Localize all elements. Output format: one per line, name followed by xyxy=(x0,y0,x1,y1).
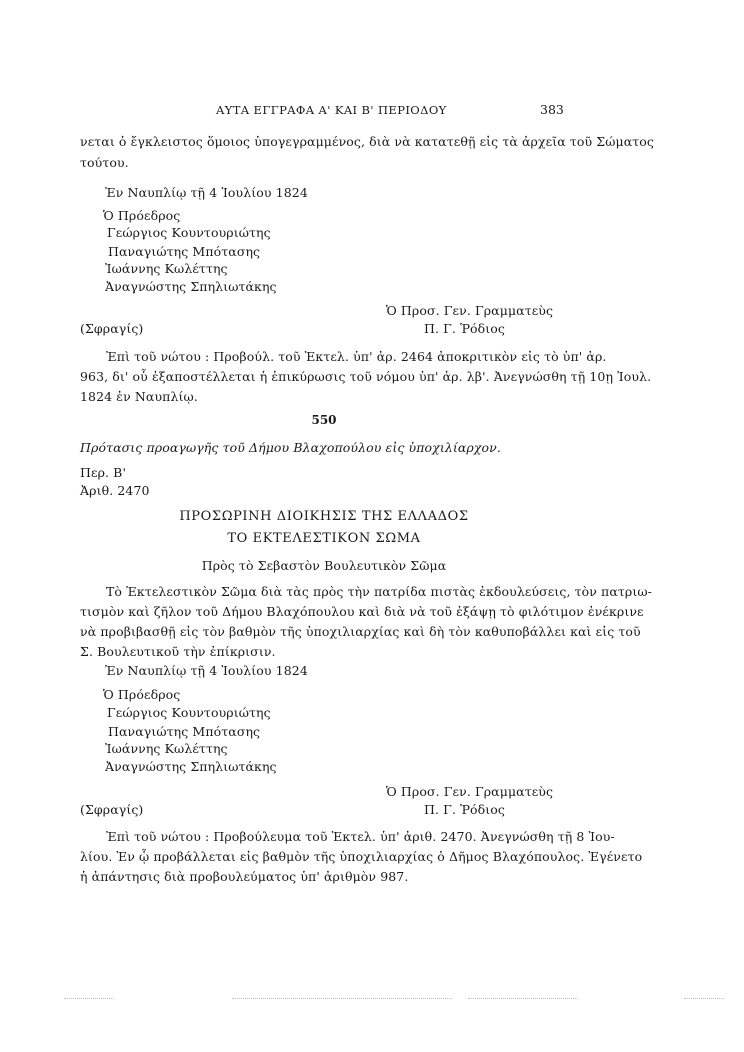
scan-artifact-line xyxy=(232,998,452,999)
signatory: Γεώργιος Κουντουριώτης xyxy=(107,705,271,720)
page-number: 383 xyxy=(540,102,564,117)
president-title: Ὁ Πρόεδρος xyxy=(103,687,181,702)
paragraph-line: Σ. Βουλευτικοῦ τὴν ἐπίκρισιν. xyxy=(80,644,276,659)
period-reference: Περ. Β' xyxy=(80,465,126,480)
arith-reference: Ἀριθ. 2470 xyxy=(80,483,150,498)
running-title: ΑΥΤΑ ΕΓΓΡΑΦΑ Α' ΚΑΙ Β' ΠΕΡΙΟΔΟΥ xyxy=(216,103,447,117)
signatory: Ἀναγνώστης Σπηλιωτάκης xyxy=(105,759,277,774)
secretary-title: Ὁ Προσ. Γεν. Γραμματεὺς xyxy=(386,784,554,799)
signatory: Γεώργιος Κουντουριώτης xyxy=(107,225,271,240)
seal-label: (Σφραγίς) xyxy=(80,321,144,336)
secretary-name: Π. Γ. Ῥόδιος xyxy=(424,802,506,817)
continuation-line: τούτου. xyxy=(80,155,129,170)
secretary-name: Π. Γ. Ῥόδιος xyxy=(424,321,506,336)
signatory: Ἰωάννης Κωλέττης xyxy=(105,261,228,276)
signatory: Παναγιώτης Μπότασης xyxy=(108,244,261,259)
signatory: Παναγιώτης Μπότασης xyxy=(108,724,261,739)
verso-note-line: Ἐπὶ τοῦ νώτου : Προβούλευμα τοῦ Ἐκτελ. ὑπ' ἀριθ. 2470. Ἀνεγνώσθη τῇ 8 Ἰου- xyxy=(106,829,615,844)
body-title: ΤΟ ΕΚΤΕΛΕΣΤΙΚΟΝ ΣΩΜΑ xyxy=(227,531,421,546)
seal-label: (Σφραγίς) xyxy=(80,802,144,817)
verso-note-line: ἡ ἀπάντησις διὰ προβουλεύματος ὑπ' ἀριθμὸν 987. xyxy=(80,869,409,884)
continuation-line: νεται ὁ ἔγκλειστος ὅμοιος ὑπογεγραμμένος, διὰ νὰ κατατεθῇ εἰς τὰ ἀρχεῖα τοῦ Σώματος xyxy=(80,134,654,149)
signatory: Ἀναγνώστης Σπηλιωτάκης xyxy=(105,279,277,294)
date-place: Ἐν Ναυπλίῳ τῇ 4 Ἰουλίου 1824 xyxy=(105,185,308,200)
date-place: Ἐν Ναυπλίῳ τῇ 4 Ἰουλίου 1824 xyxy=(105,663,308,678)
document-number: 550 xyxy=(311,413,337,427)
addressee: Πρὸς τὸ Σεβαστὸν Βουλευτικὸν Σῶμα xyxy=(201,558,447,573)
paragraph-line: νὰ προβιβασθῇ εἰς τὸν βαθμὸν τῆς ὑποχιλιαρχίας καὶ δὴ τὸν καθυποβάλλει καὶ εἰς τοῦ xyxy=(80,624,641,639)
paragraph-line: Τὸ Ἐκτελεστικὸν Σῶμα διὰ τὰς πρὸς τὴν πατρίδα πιστὰς ἐκδουλεύσεις, τὸν πατριω- xyxy=(106,584,652,599)
verso-note-line: λίου. Ἐν ᾧ προβάλλεται εἰς βαθμὸν τῆς ὑποχιλιαρχίας ὁ Δῆμος Βλαχόπουλος. Ἐγένετο xyxy=(80,849,643,864)
paragraph-line: τισμὸν καὶ ζῆλον τοῦ Δήμου Βλαχόπουλου καὶ διὰ νὰ τοῦ ἐξάψῃ τὸ φιλότιμον ἐνέκρινε xyxy=(80,604,644,619)
president-title: Ὁ Πρόεδρος xyxy=(103,208,181,223)
scan-artifact-line xyxy=(64,998,114,999)
verso-note-line: 963, δι' οὗ ἐξαποστέλλεται ἡ ἐπικύρωσις τοῦ νόμου ὑπ' ἀρ. λβ'. Ἀνεγνώσθη τῇ 10ῃ Ἰουλ. xyxy=(80,369,652,384)
signatory: Ἰωάννης Κωλέττης xyxy=(105,741,228,756)
secretary-title: Ὁ Προσ. Γεν. Γραμματεὺς xyxy=(386,303,554,318)
verso-note-line: 1824 ἐν Ναυπλίῳ. xyxy=(80,389,198,404)
document-heading: Πρότασις προαγωγῆς τοῦ Δήμου Βλαχοπούλου εἰς ὑποχιλίαρχον. xyxy=(80,440,501,455)
scan-artifact-line xyxy=(684,998,724,999)
verso-note-line: Ἐπὶ τοῦ νώτου : Προβούλ. τοῦ Ἐκτελ. ὑπ' ἀρ. 2464 ἀποκριτικὸν εἰς τὸ ὑπ' ἀρ. xyxy=(106,349,607,364)
scan-artifact-line xyxy=(468,998,578,999)
government-title: ΠΡΟΣΩΡΙΝΗ ΔΙΟΙΚΗΣΙΣ ΤΗΣ ΕΛΛΑΔΟΣ xyxy=(179,509,469,524)
